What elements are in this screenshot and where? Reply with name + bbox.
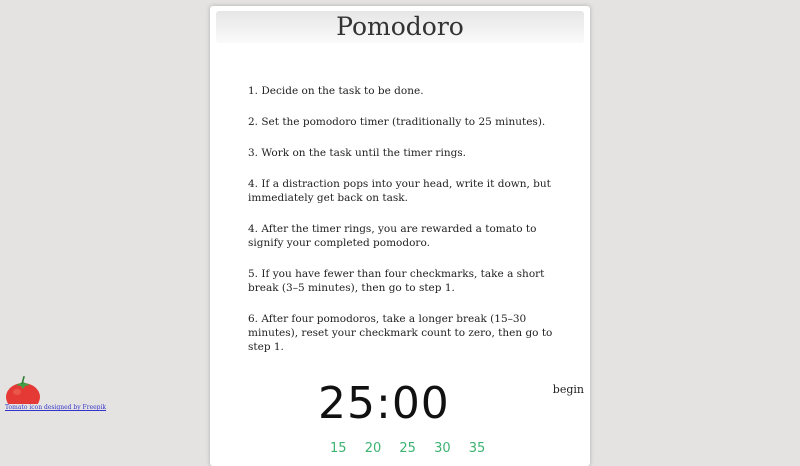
pomodoro-card xyxy=(210,6,590,466)
step-item: 4. If a distraction pops into your head, write it down, but immediately get back on task. xyxy=(248,178,551,204)
header xyxy=(216,11,584,43)
step-item: 5. If you have fewer than four checkmarks, take a short break (3–5 minutes), then go to step 1. xyxy=(248,268,545,294)
begin-button[interactable]: begin xyxy=(552,383,584,396)
page-title: Pomodoro xyxy=(336,12,464,41)
steps-list xyxy=(248,84,558,371)
preset-list xyxy=(330,441,499,456)
step-item: 3. Work on the task until the timer rings. xyxy=(248,147,467,159)
preset-15[interactable]: 15 xyxy=(330,441,347,456)
step-item: 4. After the timer rings, you are rewarded a tomato to signify your completed pomodoro. xyxy=(248,223,537,249)
step-item: 1. Decide on the task to be done. xyxy=(248,85,424,97)
step-item: 2. Set the pomodoro timer (traditionally to 25 minutes). xyxy=(248,116,546,128)
timer-display: 25:00 xyxy=(318,378,450,429)
preset-35[interactable]: 35 xyxy=(468,441,486,456)
icon-credit-link[interactable]: Tomato icon designed by Freepik xyxy=(5,404,107,411)
preset-20[interactable]: 20 xyxy=(364,441,382,456)
step-item: 6. After four pomodoros, take a longer break (15–30 minutes), reset your checkmark count to zero, then go to step 1. xyxy=(248,313,553,353)
preset-25[interactable]: 25 xyxy=(399,441,416,456)
preset-30[interactable]: 30 xyxy=(434,441,451,456)
